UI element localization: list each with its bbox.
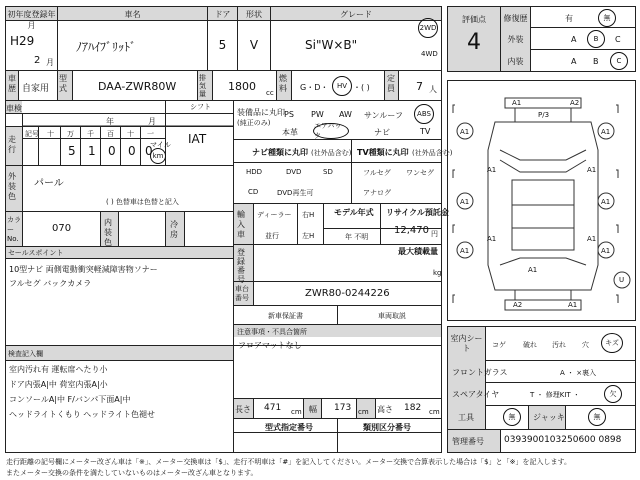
reg-month: 2 xyxy=(34,55,41,66)
equip-sunroof: サンルーフ xyxy=(364,111,403,120)
spare-missing: 欠 xyxy=(604,385,622,403)
digit-label-10k: 万 xyxy=(67,130,74,138)
diagram-label: A2 xyxy=(513,301,523,309)
drive-2wd: 2WD xyxy=(418,18,438,38)
width: 173 xyxy=(334,403,352,413)
diagram-label: A1 xyxy=(487,166,497,174)
digit-label-100: 百 xyxy=(107,130,114,138)
shift-label: シフト xyxy=(190,103,211,111)
diagram-label: A1 xyxy=(460,128,470,136)
fuel-label: 燃料 xyxy=(279,74,287,93)
inspector-line-3: コンソールA|中 F/バンパ下面A|中 xyxy=(9,395,131,404)
diagram-label: A1 xyxy=(460,198,470,206)
doors-label: ドア xyxy=(214,10,231,19)
tools-label: 工具 xyxy=(458,413,474,422)
diagram-label: A1 xyxy=(601,128,611,136)
model: DAA-ZWR80W xyxy=(98,80,177,93)
max-load-label: 最大積載量 xyxy=(398,247,438,256)
car-diagram xyxy=(456,98,598,310)
diagram-label: A1 xyxy=(601,198,611,206)
interior-seat-label: 室内シート xyxy=(450,334,483,353)
tv-fullseg: フルセグ xyxy=(363,169,391,177)
shaken-month: 月 xyxy=(148,117,156,126)
tv-title: TV種類に丸印 xyxy=(357,148,409,157)
length-unit: cm xyxy=(291,408,302,416)
reg-no-label: 登録番号 xyxy=(237,248,245,284)
jack-label: ジャッキ xyxy=(533,413,565,422)
cert-label: 車歴 xyxy=(8,74,16,93)
height-unit: cm xyxy=(429,408,440,416)
seat-stain: 汚れ xyxy=(552,341,566,349)
recycle-label: リサイクル預託金 xyxy=(386,208,449,217)
capacity: 7 xyxy=(416,80,423,93)
nav-hdd: HDD xyxy=(246,168,263,176)
equip-nav: ナビ xyxy=(374,128,390,137)
equipment-title: 装備品に丸印 xyxy=(237,108,285,117)
equip-pw: PW xyxy=(311,110,324,119)
color: パール xyxy=(34,178,64,189)
diagram-label: A1 xyxy=(528,266,538,274)
spare-options: T ・ 修理KIT ・ xyxy=(530,391,580,399)
designation-label: 型式指定番号 xyxy=(265,423,313,432)
glass-options: A ・ ×裏入 xyxy=(560,369,597,377)
recycle-fee: 12,470 xyxy=(394,225,429,236)
shift: IAT xyxy=(188,132,207,146)
spare-label: スペアタイヤ xyxy=(452,390,500,399)
mileage-digit-1: 5 xyxy=(68,144,76,158)
import-dealer: ディーラー xyxy=(257,211,292,219)
model-year-label: モデル年式 xyxy=(334,208,374,217)
diagram-label: A1 xyxy=(587,166,597,174)
drive-4wd: 4WD xyxy=(421,50,438,58)
equipment-subtitle: (純正のみ) xyxy=(237,119,271,127)
equip-tv: TV xyxy=(420,127,431,136)
diagram-label: A1 xyxy=(587,235,597,243)
shape: V xyxy=(249,38,259,52)
shape-label: 形状 xyxy=(246,10,262,19)
digit-label-1k: 千 xyxy=(87,130,94,138)
color-change-note: ( ) 色替車は色替と記入 xyxy=(106,198,179,206)
seat-scratch: キズ xyxy=(601,333,623,353)
shaken-year: 年 xyxy=(106,117,114,126)
yen-unit: 円 xyxy=(431,230,438,238)
mile-unit: マイル xyxy=(150,141,171,149)
cc-unit: cc xyxy=(266,89,274,97)
color-no-label: カラーNo. xyxy=(7,216,21,243)
reg-year: H29 xyxy=(10,34,35,48)
footer-note-1: 走行距離の記号欄にメーター改ざん車は「※」、メーター交換車は「$」、走行不明車は「#」を記入してください。メーター交換で合算表示した場合は「$」と「※」を記入します。 xyxy=(6,458,571,466)
inspector-line-2: ドア内張A|中 荷室内張A|小 xyxy=(9,380,108,389)
mileage-label: 走行 xyxy=(8,135,16,154)
length: 471 xyxy=(264,403,282,413)
km-unit: km xyxy=(150,148,166,164)
cooler-label: 冷房 xyxy=(170,220,178,239)
interior-grade-a: A xyxy=(571,57,577,66)
reg-year-label: 初年度登録年月 xyxy=(7,10,56,30)
notes-text: フロアマットなし xyxy=(238,341,302,350)
sales-points-label: セールスポイント xyxy=(8,249,64,257)
diagram-label: A1 xyxy=(487,235,497,243)
seat-hole: 穴 xyxy=(582,341,589,349)
inspector-line-1: 室内汚れ有 運転席ヘたり小 xyxy=(9,365,108,374)
tools-value: 無 xyxy=(503,408,521,426)
glass-label: フロントガラス xyxy=(452,368,508,377)
grade: Si"W×B" xyxy=(305,38,358,52)
doors: 5 xyxy=(218,38,227,52)
width-label: 幅 xyxy=(309,405,317,414)
capacity-unit: 人 xyxy=(429,85,437,94)
notes-label: 注意事項・不具合箇所 xyxy=(237,328,307,336)
seat-tear: 破れ xyxy=(523,341,537,349)
diagram-label: A2 xyxy=(570,99,580,107)
interior-grade-b: B xyxy=(593,57,599,66)
month-unit: 月 xyxy=(46,58,54,67)
digit-label-100k: 十 xyxy=(47,130,54,138)
fuel-options: G・D・ xyxy=(300,83,329,92)
fuel-other: ・( ) xyxy=(353,83,370,92)
nav-title: ナビ種類に丸印 xyxy=(252,148,308,157)
chassis-number: ZWR80-0244226 xyxy=(305,288,390,299)
mileage-digit-4: 0 xyxy=(128,144,136,158)
seat-burn: コゲ xyxy=(492,341,506,349)
tv-note: (社外品含む) xyxy=(412,149,453,157)
warranty: 新車保証書 xyxy=(268,312,303,320)
interior-label: 内装 xyxy=(507,57,524,66)
width-unit: cm xyxy=(358,408,369,416)
mileage-digit-3: 0 xyxy=(108,144,116,158)
equip-airbag: エアバック xyxy=(313,123,349,139)
interior-grade-c: C xyxy=(610,52,628,70)
equip-abs: ABS xyxy=(414,104,434,124)
nav-note: (社外品含む) xyxy=(311,149,352,157)
mileage-digit-2: 1 xyxy=(88,144,96,158)
model-label: 型式 xyxy=(59,74,67,93)
height: 182 xyxy=(404,403,422,413)
score-label: 評価点 xyxy=(462,15,486,24)
equip-aw: AW xyxy=(339,110,352,119)
length-label: 長さ xyxy=(235,405,251,414)
diagram-label: A1 xyxy=(512,99,522,107)
sales-point-line-2: フルセグ バックカメラ xyxy=(9,279,92,288)
diagram-label: A1 xyxy=(460,247,470,255)
color-section-label: 外装色 xyxy=(8,172,16,201)
footer-note-2: またメーター交換の条件を満たしていないものはメーター改ざん車となります。 xyxy=(6,469,258,477)
management-label: 管理番号 xyxy=(452,437,484,446)
equip-ps: PS xyxy=(284,110,294,119)
chassis-label: 車台番号 xyxy=(235,285,249,302)
displacement-label: 排気量 xyxy=(199,74,206,98)
exterior-grade-a: A xyxy=(571,35,577,44)
nav-dvd: DVD xyxy=(286,168,302,176)
right-hand: 右H xyxy=(302,211,315,219)
height-label: 高さ xyxy=(377,405,393,414)
grade-label: グレード xyxy=(340,10,372,19)
import-parallel: 並行 xyxy=(265,232,279,240)
import-label: 輸入車 xyxy=(237,210,245,239)
left-hand: 左H xyxy=(302,232,315,240)
nav-sd: SD xyxy=(323,168,333,176)
category-label: 類別区分番号 xyxy=(363,423,411,432)
diagram-side-mark: U xyxy=(619,276,625,284)
diagram-label: A1 xyxy=(601,247,611,255)
mileage-digit-5: 0 xyxy=(145,144,153,158)
repair-label: 修復歴 xyxy=(503,14,528,23)
capacity-label: 定員 xyxy=(387,74,395,93)
car-name: ﾉｱﾊｲﾌﾞﾘｯﾄﾞ xyxy=(76,40,137,54)
shaken-label: 車検 xyxy=(6,104,22,113)
digit-label-10: 十 xyxy=(127,130,134,138)
interior-color-label: 内装色 xyxy=(104,218,112,247)
nav-cd: CD xyxy=(248,188,259,196)
manual: 車両取説 xyxy=(378,312,406,320)
exterior-label: 外装 xyxy=(507,35,524,44)
inspector-label: 検査記入欄 xyxy=(8,350,43,358)
use: 自家用 xyxy=(22,84,50,94)
digit-label-1: 一 xyxy=(147,130,154,138)
exterior-grade-b: B xyxy=(587,30,605,48)
sales-point-line-1: 10型ナビ 両側電動衝突軽減障害物ソナー xyxy=(9,265,158,274)
repair-no: 無 xyxy=(598,9,616,27)
management-number: 0393900103250600 0898 xyxy=(504,435,622,445)
kg-unit: kg xyxy=(433,269,442,277)
diagram-label: A1 xyxy=(568,301,578,309)
digit-label-sign: 記号 xyxy=(25,130,39,138)
fuel-selected: HV xyxy=(332,76,352,96)
exterior-grade-c: C xyxy=(615,35,621,44)
model-year-value: 年 不明 xyxy=(345,233,369,241)
repair-yes: 有 xyxy=(565,14,573,23)
score: 4 xyxy=(467,30,481,55)
tv-analog: アナログ xyxy=(363,189,391,197)
diagram-label: P/3 xyxy=(538,111,550,119)
equip-leather: 本革 xyxy=(282,128,298,137)
car-name-label: 車名 xyxy=(124,10,141,19)
tv-oneseg: ワンセグ xyxy=(406,169,434,177)
inspector-line-4: ヘッドライトくもり ヘッドライト色褪せ xyxy=(9,410,156,419)
displacement: 1800 xyxy=(228,80,256,93)
jack-value: 無 xyxy=(588,408,606,426)
color-no: 070 xyxy=(52,223,72,234)
nav-dvd-play: DVD再生可 xyxy=(277,189,314,197)
